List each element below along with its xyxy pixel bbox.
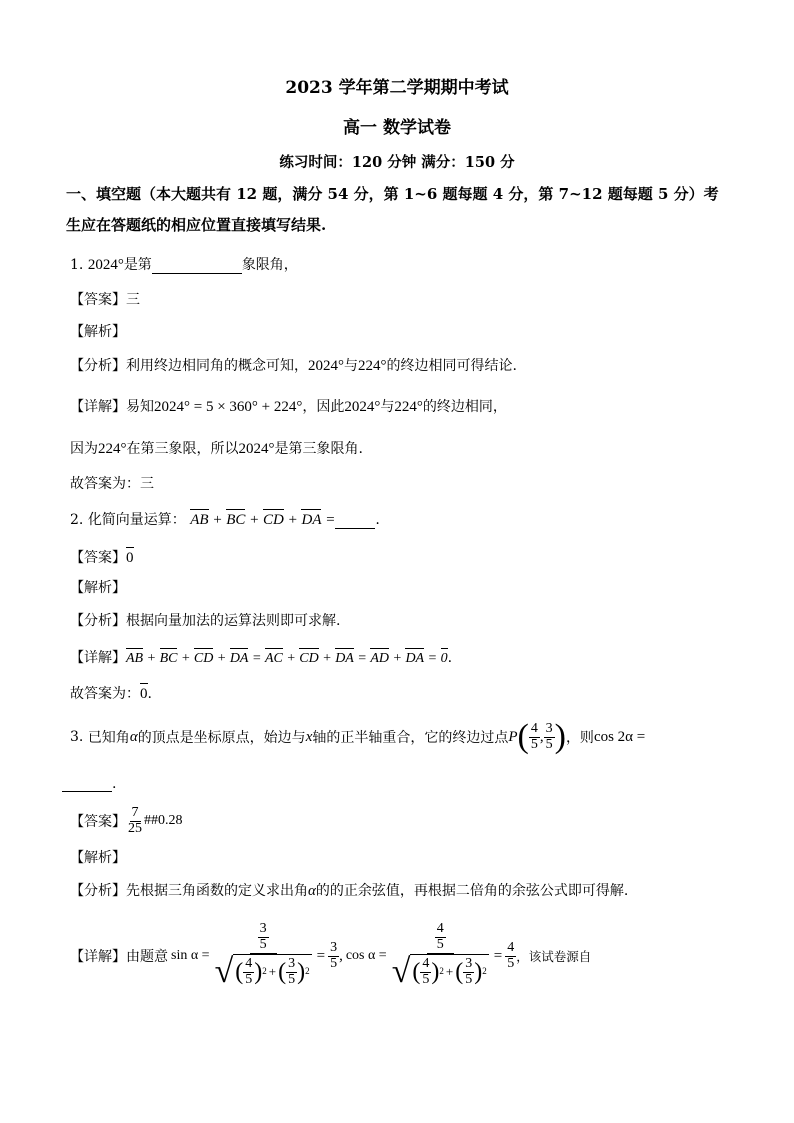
question-3-line-2 — [62, 776, 116, 792]
fraction — [243, 957, 254, 987]
fraction — [328, 941, 339, 971]
operator: + — [249, 512, 260, 528]
question-2 — [70, 509, 380, 529]
paren-left: ( — [455, 958, 464, 985]
numerator — [427, 922, 454, 953]
comma: , — [339, 947, 343, 964]
text: 是第三象限角. — [274, 441, 363, 457]
denominator: 5 — [545, 736, 553, 752]
detail-line — [70, 396, 507, 416]
question-number: 3. — [70, 729, 84, 745]
text: 已知角 — [87, 730, 130, 746]
fenxi-line — [70, 880, 628, 900]
math-cos2a: cos 2α = — [593, 728, 646, 745]
answer-tag: 【答案】 — [70, 550, 126, 566]
vector-term: AC — [264, 651, 283, 666]
question-number: 2. — [70, 512, 84, 528]
analysis-tag: 【解析】 — [70, 580, 126, 596]
operator: = — [357, 651, 367, 666]
operator: + — [322, 651, 332, 666]
paren-right: ) — [554, 718, 566, 755]
numerator: 3 — [288, 956, 296, 971]
denominator: 25 — [128, 820, 142, 836]
text: 的的正余弦值，再根据二倍角的余弦公式即可得解. — [315, 883, 629, 899]
math-degree: 2024° — [87, 257, 124, 273]
vector-expression — [190, 512, 335, 528]
fenxi-line — [70, 610, 340, 630]
numerator: 4 — [245, 956, 253, 971]
denominator — [390, 954, 491, 990]
math-equation: 2024° = 5 × 360° + 224° — [154, 399, 303, 415]
detail-line — [70, 647, 452, 667]
math-alpha: α — [308, 883, 316, 899]
numerator: 4 — [507, 939, 515, 955]
operator: + — [392, 651, 402, 666]
text: 的终边相同可得结论. — [386, 358, 517, 374]
fraction — [463, 957, 474, 987]
fraction — [126, 806, 144, 836]
denominator: 5 — [245, 971, 253, 987]
math-degree: 224° — [394, 399, 423, 415]
text: 故答案为： — [70, 686, 140, 702]
question-text: 化简向量运算： — [87, 512, 186, 528]
text: . — [112, 776, 117, 792]
vector-term: CD — [193, 651, 214, 666]
sqrt-icon: √ — [214, 952, 234, 990]
math-cos: cos α = — [345, 948, 387, 963]
vector-term: CD — [299, 651, 319, 666]
detail-tag: 【详解】 — [70, 949, 126, 965]
denominator: 5 — [422, 971, 430, 987]
vector-term: 0 — [440, 651, 448, 666]
math-value: 0 — [140, 686, 148, 702]
vector-term: DA — [301, 512, 322, 528]
exponent: 2 — [262, 966, 267, 977]
denominator: 5 — [465, 971, 473, 987]
answer-tag: 【答案】 — [70, 292, 126, 308]
exponent: 2 — [305, 966, 310, 977]
vector-term: DA — [229, 651, 249, 666]
denominator: 5 — [330, 955, 338, 971]
exponent: 2 — [439, 966, 444, 977]
paren-left: ( — [412, 958, 421, 985]
denominator: 5 — [288, 971, 296, 987]
vector-term: BC — [159, 651, 178, 666]
numerator: 3 — [259, 921, 267, 937]
answer-line — [70, 289, 140, 309]
paren-left: ( — [278, 958, 287, 985]
detail-tag: 【详解】 — [70, 399, 126, 415]
math-degree: 224° — [358, 358, 387, 374]
fenxi-tag: 【分析】 — [70, 883, 126, 899]
analysis-tag: 【解析】 — [70, 850, 126, 866]
question-1 — [70, 254, 298, 274]
fraction — [529, 722, 540, 752]
answer-value: 三 — [126, 292, 140, 308]
numerator: 3 — [465, 956, 473, 971]
question-text: 是第 — [123, 257, 152, 273]
vector-term: AD — [370, 651, 389, 666]
exam-meta: 练习时间：120 分钟 满分：150 分 — [279, 154, 515, 171]
text: 的顶点是坐标原点，始边与 — [137, 730, 306, 746]
detail-tag: 【详解】 — [70, 650, 126, 666]
math-degree: 2024° — [238, 441, 275, 457]
denominator: 5 — [507, 955, 515, 971]
vector-equation — [126, 651, 448, 666]
text: 根据向量加法的运算法则即可求解. — [126, 613, 341, 629]
paren-left: ( — [235, 958, 244, 985]
text: 先根据三角函数的定义求出角 — [126, 883, 308, 899]
sqrt-icon: √ — [391, 952, 411, 990]
operator: = — [325, 512, 336, 528]
denominator: 5 — [530, 736, 538, 752]
math-x: x — [305, 728, 313, 745]
operator: + — [268, 964, 277, 980]
radicand — [410, 954, 488, 989]
paren-right: ) — [254, 958, 263, 985]
question-3 — [70, 720, 645, 754]
section-heading-line2: 生应在答题纸的相应位置直接填写结果. — [66, 216, 327, 234]
operator: + — [286, 651, 296, 666]
operator: = — [493, 947, 503, 964]
final-answer: 故答案为：三 — [70, 476, 154, 492]
vector-term: DA — [335, 651, 354, 666]
fenxi-tag: 【分析】 — [70, 358, 126, 374]
text: . — [375, 512, 380, 528]
fenxi-line — [70, 355, 517, 375]
vector-term: AB — [126, 651, 144, 666]
vector-term: AB — [190, 512, 209, 528]
operator: = — [251, 651, 262, 666]
text: 由题意 — [126, 949, 168, 965]
section-heading-line1: 一、填空题（本大题共有 12 题，满分 54 分，第 1~6 题每题 4 分，第 7~12 题每题 5 分）考 — [66, 185, 719, 203]
answer-blank — [152, 259, 242, 274]
paren-left: ( — [517, 718, 529, 755]
paren-right: ) — [474, 958, 483, 985]
big-fraction — [390, 922, 491, 989]
text: 因为 — [70, 441, 98, 457]
paren-right: ) — [297, 958, 306, 985]
numerator: 3 — [330, 939, 338, 955]
answer-alt: ##0.28 — [144, 813, 183, 829]
math-point: P — [508, 728, 518, 745]
vector-term: BC — [226, 512, 246, 528]
answer-blank — [335, 514, 375, 529]
text: . — [147, 686, 152, 702]
exponent: 2 — [482, 966, 487, 977]
question-text: 象限角， — [241, 257, 298, 273]
math-degree: 2024° — [308, 358, 344, 374]
text: 易知 — [126, 399, 154, 415]
text: 的终边相同， — [422, 399, 507, 415]
operator: + — [216, 651, 227, 666]
numerator: 4 — [530, 720, 538, 736]
numerator — [250, 922, 277, 953]
answer-line — [70, 547, 134, 567]
numerator: 4 — [436, 921, 444, 937]
vector-term: CD — [263, 512, 284, 528]
exam-subtitle: 高一 数学试卷 — [343, 118, 451, 138]
operator: + — [212, 512, 223, 528]
denominator: 5 — [436, 937, 444, 953]
comma: , — [539, 728, 544, 745]
numerator: 4 — [422, 956, 430, 971]
text: ，该试卷源自 — [516, 949, 592, 964]
final-answer — [70, 683, 152, 703]
radicand — [233, 954, 311, 989]
text: 在第三象限，所以 — [126, 441, 239, 457]
big-fraction — [213, 922, 314, 989]
fenxi-tag: 【分析】 — [70, 613, 126, 629]
text: 利用终边相同角的概念可知， — [126, 358, 308, 374]
question-number: 1. — [70, 257, 84, 273]
analysis-tag: 【解析】 — [70, 324, 126, 340]
answer-blank — [62, 777, 112, 792]
text: 与 — [344, 358, 358, 374]
operator: + — [146, 651, 157, 666]
operator: = — [316, 947, 326, 964]
text: ，则 — [565, 730, 594, 746]
fraction — [435, 922, 446, 952]
fraction — [420, 957, 431, 987]
answer-tag: 【答案】 — [70, 814, 126, 831]
text: . — [447, 650, 453, 666]
fraction — [544, 722, 555, 752]
answer-line — [70, 806, 183, 836]
numerator: 7 — [131, 805, 139, 820]
math-alpha: α — [129, 728, 138, 745]
detail-line-2 — [70, 438, 363, 458]
fraction — [258, 922, 269, 952]
numerator: 3 — [545, 720, 553, 736]
math-sin: sin α = — [171, 948, 210, 963]
fraction — [286, 957, 297, 987]
exam-title: 2023 学年第二学期期中考试 — [285, 78, 509, 98]
fraction — [505, 941, 516, 971]
denominator — [213, 954, 314, 990]
text: 轴的正半轴重合，它的终边过点 — [312, 730, 509, 746]
text: 与 — [380, 399, 395, 415]
detail-line — [70, 906, 591, 1006]
math-degree: 2024° — [344, 399, 381, 415]
denominator: 5 — [259, 937, 267, 953]
answer-value: 0 — [126, 550, 134, 566]
operator: + — [180, 651, 191, 666]
text: ，因此 — [302, 399, 345, 415]
vector-term: DA — [405, 651, 425, 666]
operator: + — [287, 512, 298, 528]
math-degree: 224° — [98, 441, 127, 457]
operator: + — [445, 964, 454, 980]
operator: = — [427, 651, 438, 666]
paren-right: ) — [431, 958, 440, 985]
